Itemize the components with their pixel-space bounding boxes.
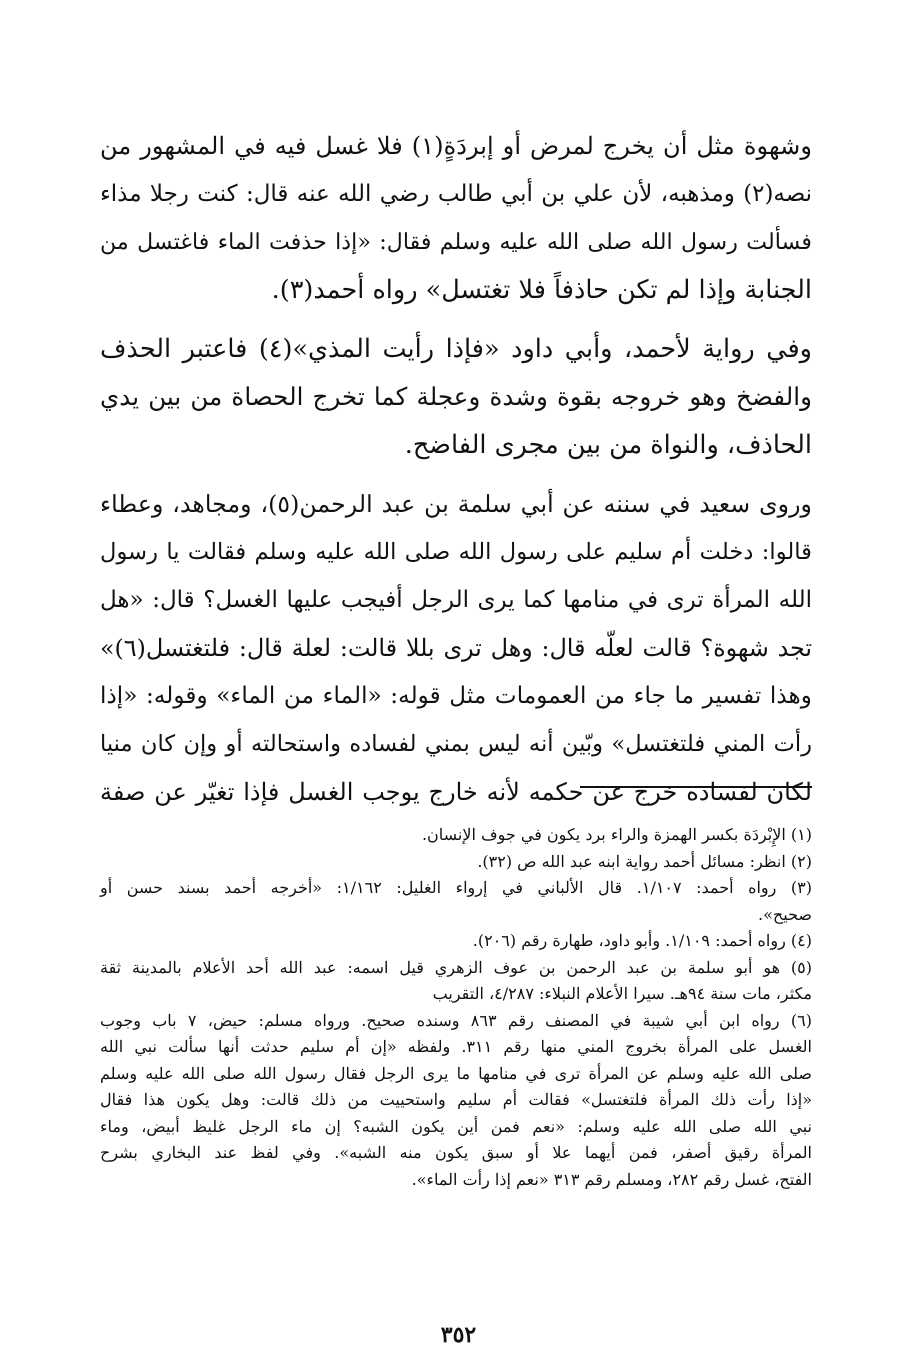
footnote-divider — [580, 786, 812, 788]
paragraph-1 — [100, 122, 812, 314]
text-line: الجنابة وإذا لم تكن حاذفاً فلا تغتسل» رواه أحمد(٣). — [271, 275, 812, 305]
footnote-6 — [100, 1008, 812, 1194]
footnote-line: الغسل على المرأة بخروج المني منها رقم ٣١١. ولفظه «إن أم سليم حدثت أنها سألت نبي الله — [100, 1037, 812, 1056]
footnote-line: صحيح». — [758, 904, 812, 924]
footnote-line: الفتح، غسل رقم ٢٨٢، ومسلم رقم ٣١٣ «نعم إذا رأت الماء». — [411, 1169, 812, 1189]
footnote-line: (١) الإِبْردَة بكسر الهمزة والراء برد يكون في جوف الإنسان. — [421, 825, 812, 844]
footnote-line: المرأة رقيق أصفر، فمن أيهما علا أو سبق يكون منه الشبه». وفي لفظ عند البخاري بشرح — [100, 1143, 812, 1162]
paragraph-2 — [100, 325, 812, 469]
footnote-line: (٣) رواه أحمد: ١/١٠٧. قال الألباني في إرواء الغليل: ١/١٦٢: «أخرجه أحمد بسند حسن أو — [100, 878, 813, 897]
footnotes — [100, 822, 812, 1193]
footnote-line: (٤) رواه أحمد: ١/١٠٩. وأبو داود، طهارة رقم (٢٠٦). — [472, 931, 812, 950]
footnote-line: (٢) انظر: مسائل أحمد رواية ابنه عبد الله ص (٣٢). — [477, 851, 812, 871]
text-line: وروى سعيد في سننه عن أبي سلمة بن عبد الرحمن(٥)، ومجاهد، وعطاء — [100, 490, 812, 518]
text-line: الحاذف، والنواة من بين مجرى الفاضح. — [404, 430, 812, 460]
text-line: وشهوة مثل أن يخرج لمرض أو إبردَةٍ(١) فلا غسل فيه في المشهور من — [100, 132, 812, 160]
footnote-4 — [100, 928, 812, 955]
footnote-line: (٦) رواه ابن أبي شيبة في المصنف رقم ٨٦٣ وسنده صحيح. ورواه مسلم: حيض، ٧ باب وجوب — [100, 1010, 812, 1030]
main-text — [100, 122, 812, 827]
text-line: فسألت رسول الله صلى الله عليه وسلم فقال: «إذا حذفت الماء فاغتسل من — [100, 229, 812, 255]
text-line: والفضخ وهو خروجه بقوة وشدة وعجلة كما تخرج الحصاة من بين يدي — [100, 382, 812, 411]
text-line: الله المرأة ترى في منامها كما يرى الرجل أفيجب عليها الغسل؟ قال: «هل — [100, 587, 812, 613]
text-line: نصه(٢) ومذهبه، لأن علي بن أبي طالب رضي الله عنه قال: كنت رجلا مذاء — [100, 181, 812, 207]
text-line: قالوا: دخلت أم سليم على رسول الله صلى الله عليه وسلم فقالت يا رسول — [100, 539, 812, 565]
footnote-1 — [100, 822, 812, 849]
text-line: وهذا تفسير ما جاء من العمومات مثل قوله: «الماء من الماء» وقوله: «إذا — [100, 682, 812, 709]
footnote-2 — [100, 849, 812, 876]
text-line: لكان لفساده خرج عن حكمه لأنه خارج يوجب الغسل فإذا تغيّر عن صفة — [100, 778, 812, 806]
footnote-line: (٥) هو أبو سلمة بن عبد الرحمن بن عوف الزهري قيل اسمه: عبد الله أحد الأعلام بالمدينة ثقة — [100, 957, 812, 977]
footnote-3 — [100, 875, 812, 928]
text-line: رأت المني فلتغتسل» وبّين أنه ليس بمني لفساده واستحالته أو وإن كان منيا — [100, 731, 812, 757]
text-line: تجد شهوة؟ قالت لعلّه قال: وهل ترى بللا قالت: لعلة قال: فلتغتسل(٦)» — [100, 634, 812, 662]
footnote-line: «إذا رأت ذلك المرأة فلتغتسل» فقالت أم سليم واستحييت من ذلك قالت: وهل يكون هذا فقال — [100, 1090, 812, 1109]
footnote-line: مكثر، مات سنة ٩٤هـ. سيرا الأعلام النبلاء: ٤/٢٨٧، التقريب — [432, 984, 812, 1003]
text-line: وفي رواية لأحمد، وأبي داود «فإذا رأيت المذي»(٤) فاعتبر الحذف — [100, 334, 812, 364]
page-number: ٣٥٢ — [440, 1322, 477, 1348]
footnote-line: صلى الله عليه وسلم عن المرأة ترى في منامها ما يرى الرجل فقال رسول الله صلى الله عليه وسلم — [100, 1063, 812, 1083]
footnote-5 — [100, 955, 812, 1008]
paragraph-3 — [100, 480, 812, 816]
footnote-line: نبي الله صلى الله عليه وسلم: «نعم فمن أين يكون الشبه؟ إن ماء الرجل غليظ أبيض، وماء — [100, 1116, 812, 1136]
